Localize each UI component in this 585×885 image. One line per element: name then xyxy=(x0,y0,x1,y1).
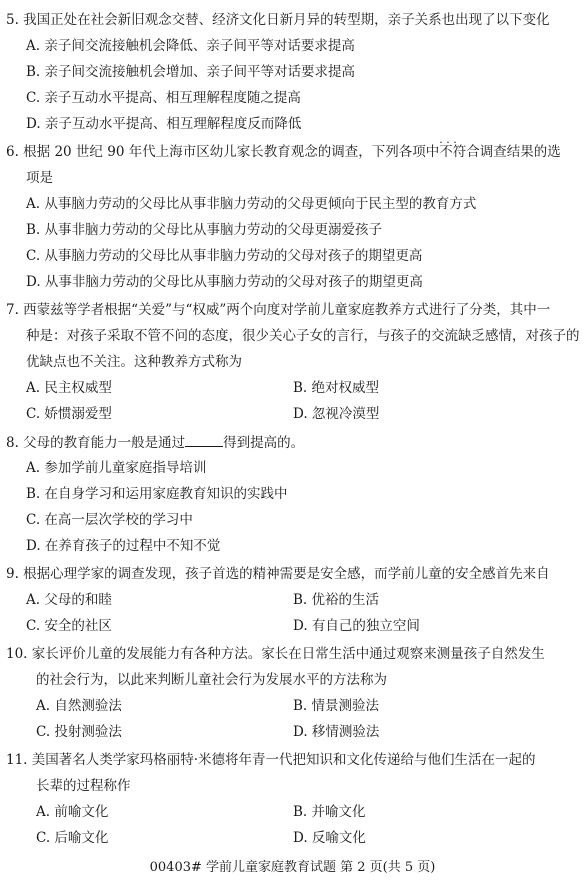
question-11-option-b: B. 并喻文化 xyxy=(293,804,366,820)
question-6-option-b: B. 从事非脑力劳动的父母比从事脑力劳动的父母更溺爱孩子 xyxy=(26,222,383,238)
question-8-option-c: C. 在高一层次学校的学习中 xyxy=(26,512,193,528)
question-6-option-a: A. 从事脑力劳动的父母比从事非脑力劳动的父母更倾向于民主型的教育方式 xyxy=(26,196,477,212)
question-8-stem xyxy=(6,432,304,452)
question-8-option-a: A. 参加学前儿童家庭指导培训 xyxy=(26,460,207,476)
question-7-option-b: B. 绝对权威型 xyxy=(293,380,380,396)
question-10-option-d: D. 移情测验法 xyxy=(293,724,380,740)
question-6-stem-cont: 项是 xyxy=(26,170,53,186)
question-8-option-b: B. 在自身学习和运用家庭教育知识的实践中 xyxy=(26,486,288,502)
question-8-option-d: D. 在养育孩子的过程中不知不觉 xyxy=(26,538,221,554)
question-9-option-b: B. 优裕的生活 xyxy=(293,592,380,608)
question-11-option-a: A. 前喻文化 xyxy=(36,804,109,820)
question-5-option-b: B. 亲子间交流接触机会增加、亲子间平等对话要求提高 xyxy=(26,64,356,80)
question-6-stem xyxy=(6,142,561,162)
question-7-option-d: D. 忽视冷漠型 xyxy=(293,406,380,422)
question-10-option-c: C. 投射测验法 xyxy=(36,724,122,740)
question-9-option-c: C. 安全的社区 xyxy=(26,618,112,634)
question-5-option-d: D. 亲子互动水平提高、相互理解程度反而降低 xyxy=(26,116,302,132)
page-footer: 00403# 学前儿童家庭教育试题 第 2 页(共 5 页) xyxy=(149,860,436,875)
question-11-stem-line1: 11. 美国著名人类学家玛格丽特·米德将年青一代把知识和文化传递给与他们生活在一起的 xyxy=(6,752,536,768)
question-10-stem-line1: 10. 家长评价儿童的发展能力有各种方法。家长在日常生活中通过观察来测量孩子自然发生 xyxy=(6,646,545,662)
question-5-stem: 5. 我国正处在社会新旧观念交替、经济文化日新月异的转型期，亲子关系也出现了以下变化 xyxy=(6,12,550,28)
question-11-option-d: D. 反喻文化 xyxy=(293,830,366,846)
question-8-stem-post: 得到提高的。 xyxy=(223,435,305,451)
answer-blank xyxy=(185,432,223,447)
question-8-stem-pre: 8. 父母的教育能力一般是通过 xyxy=(6,435,186,451)
question-9-option-d: D. 有自己的独立空间 xyxy=(293,618,420,634)
question-11-option-c: C. 后喻文化 xyxy=(36,830,109,846)
question-6-stem-pre: 6. 根据 20 世纪 90 年代上海市区幼儿家长教育观念的调查，下列各项中 xyxy=(6,144,440,160)
question-6-stem-post: 调查结果的选 xyxy=(479,144,561,160)
question-7-stem-line3: 优缺点也不关注。这种教养方式称为 xyxy=(26,354,242,370)
question-5-option-a: A. 亲子间交流接触机会降低、亲子间平等对话要求提高 xyxy=(26,38,355,54)
question-7-stem-line1: 7. 西蒙兹等学者根据“关爱”与“权威”两个向度对学前儿童家庭教养方式进行了分类，其中一 xyxy=(6,302,551,318)
question-6-emphasis: 不符合 · · · xyxy=(439,144,480,160)
question-6-option-d: D. 从事非脑力劳动的父母比从事脑力劳动的父母对孩子的期望更高 xyxy=(26,274,423,290)
question-7-option-a: A. 民主权威型 xyxy=(26,380,112,396)
question-9-option-a: A. 父母的和睦 xyxy=(26,592,112,608)
question-7-stem-line2: 种是：对孩子采取不管不问的态度，很少关心子女的言行，与孩子的交流缺乏感情，对孩子的 xyxy=(26,328,580,344)
question-10-option-a: A. 自然测验法 xyxy=(36,698,122,714)
question-11-stem-line2: 长辈的过程称作 xyxy=(36,778,131,794)
question-10-option-b: B. 情景测验法 xyxy=(293,698,380,714)
question-10-stem-line2: 的社会行为，以此来判断儿童社会行为发展水平的方法称为 xyxy=(36,672,387,688)
question-6-option-c: C. 从事脑力劳动的父母比从事非脑力劳动的父母对孩子的期望更高 xyxy=(26,248,423,264)
question-9-stem: 9. 根据心理学家的调查发现，孩子首选的精神需要是安全感，而学前儿童的安全感首先来自 xyxy=(6,566,550,582)
question-5-option-c: C. 亲子互动水平提高、相互理解程度随之提高 xyxy=(26,90,301,106)
question-7-option-c: C. 娇惯溺爱型 xyxy=(26,406,112,422)
